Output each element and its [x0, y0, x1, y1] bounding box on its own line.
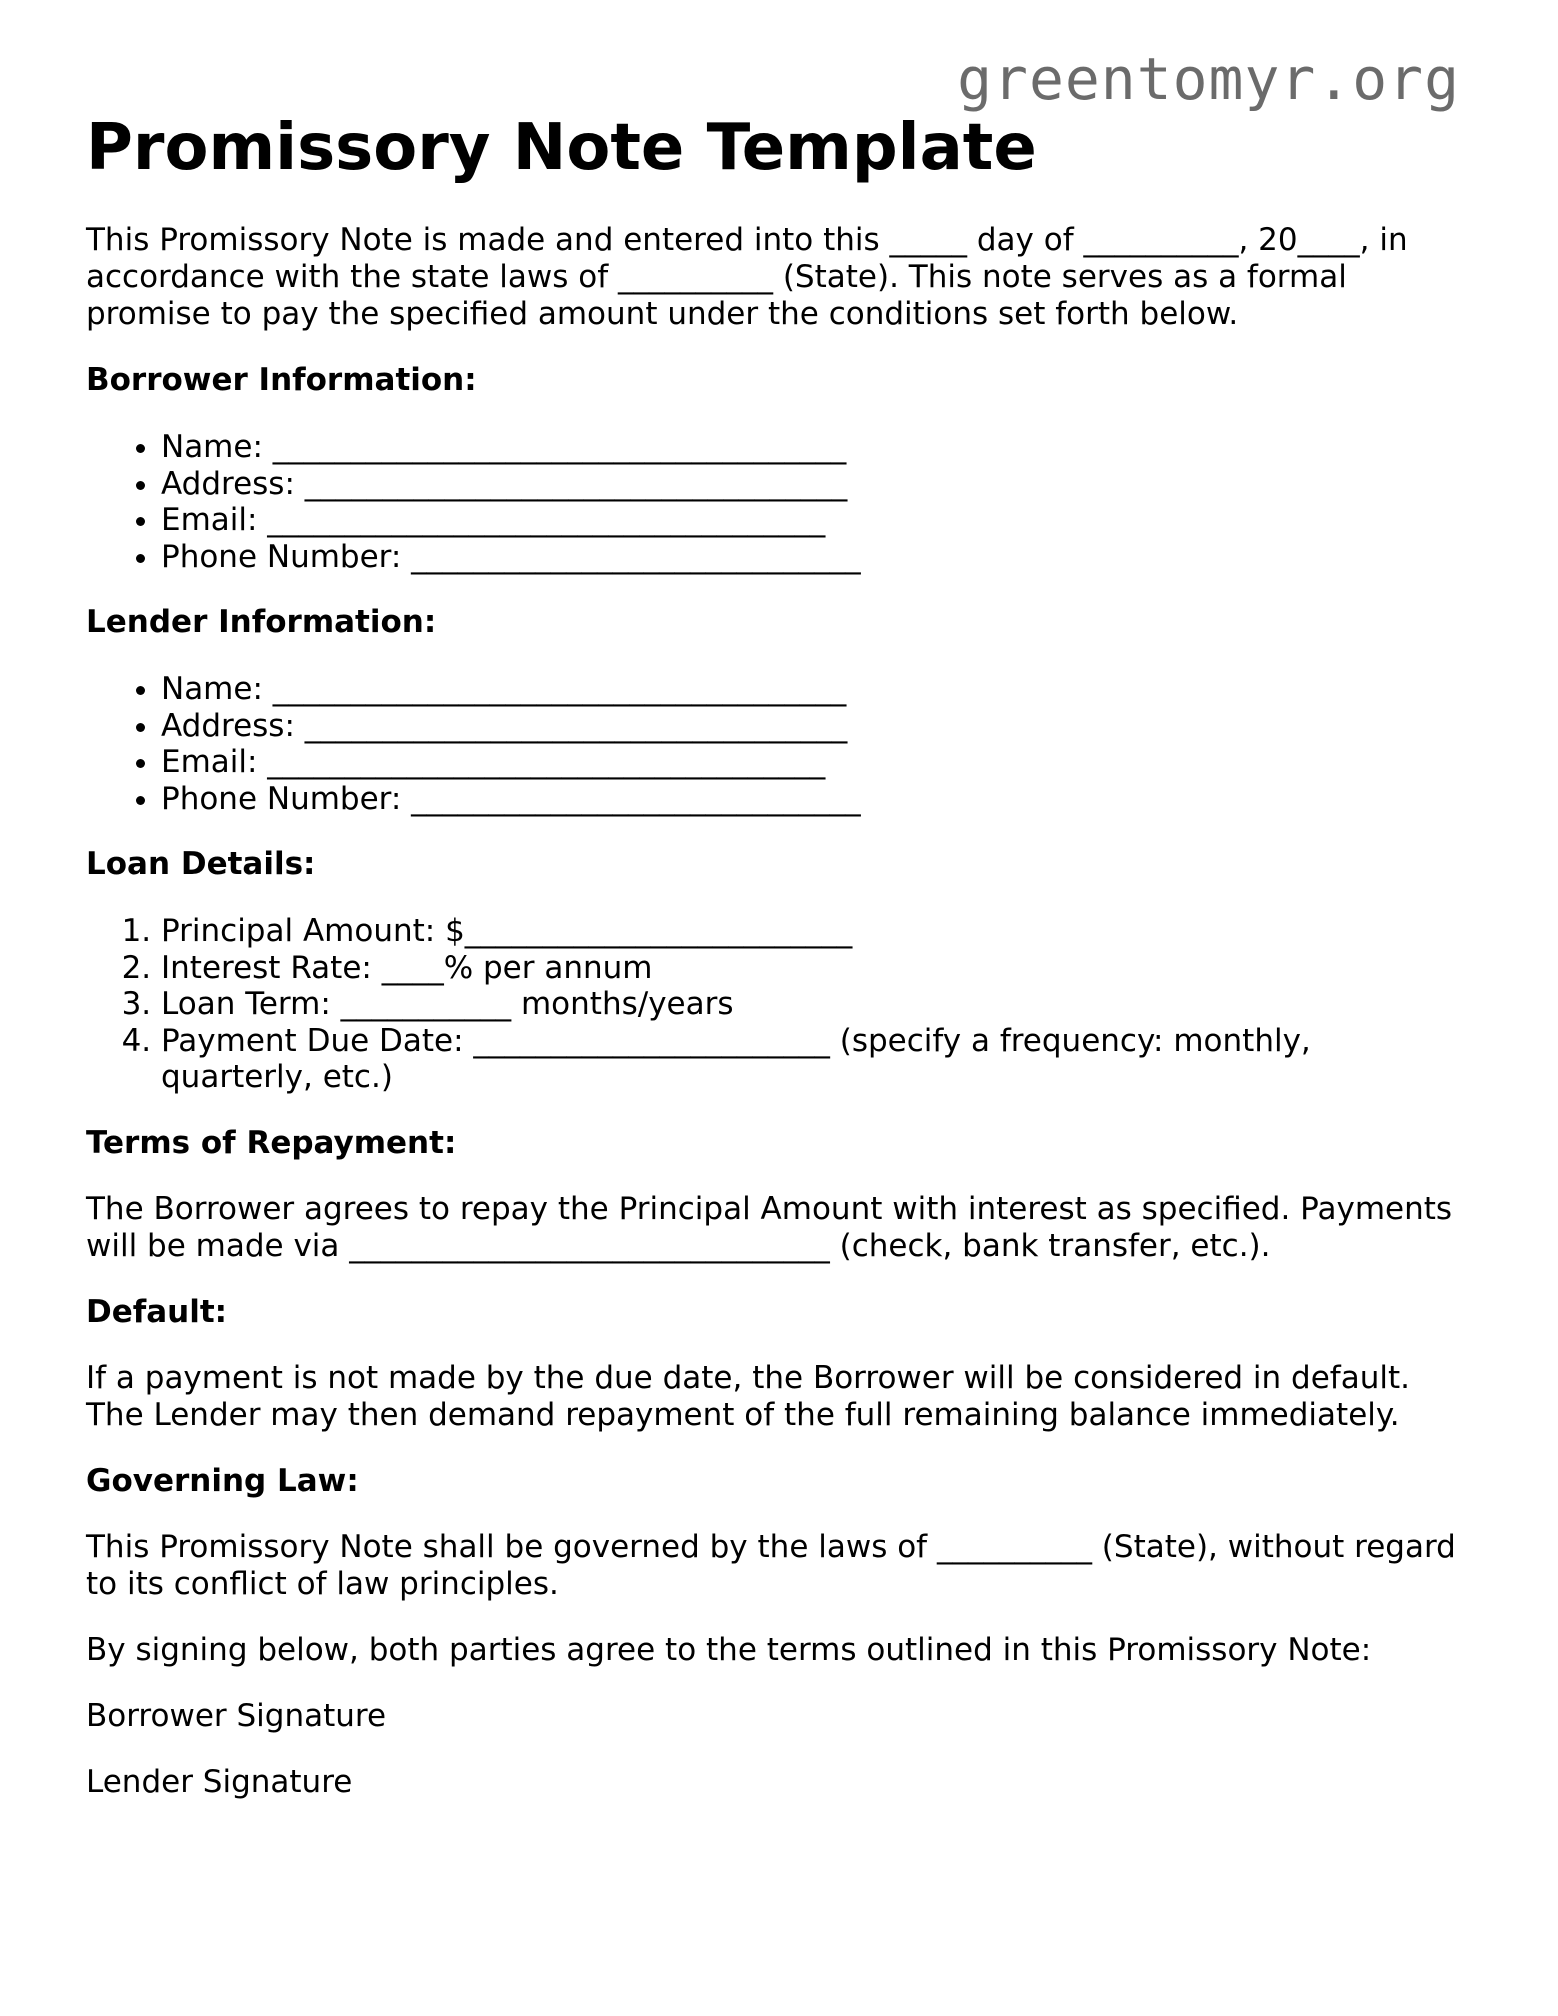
- governing-law-paragraph: This Promissory Note shall be governed by the laws of __________ (State), without regard to its conflict of law principles.: [86, 1528, 1456, 1602]
- borrower-list: [86, 429, 1472, 575]
- loan-principal-field: 1. Principal Amount: $_________________________: [161, 913, 1472, 950]
- lender-signature-line: Lender Signature: [86, 1763, 353, 1800]
- borrower-heading: Borrower Information:: [86, 362, 477, 398]
- borrower-address-field: • Address: ___________________________________: [161, 466, 1472, 503]
- borrower-phone-field: • Phone Number: _____________________________: [161, 539, 1472, 576]
- borrower-name-field: • Name: _____________________________________: [161, 429, 1472, 466]
- loan-interest-field: 2. Interest Rate: ____% per annum: [161, 950, 1472, 987]
- closing-paragraph: By signing below, both parties agree to the terms outlined in this Promissory Note:: [86, 1631, 1372, 1668]
- lender-address-field: • Address: ___________________________________: [161, 708, 1472, 745]
- page-title: Promissory Note Template: [86, 111, 1037, 185]
- loan-term-field: 3. Loan Term: ___________ months/years: [161, 986, 1472, 1023]
- loan-list: [86, 913, 1472, 1096]
- default-heading: Default:: [86, 1293, 228, 1330]
- lender-name-field: • Name: _____________________________________: [161, 671, 1472, 708]
- loan-due-date-field: 4. Payment Due Date: _______________________ (specify a frequency: monthly, quarterly, etc.): [161, 1023, 1472, 1096]
- repayment-paragraph: The Borrower agrees to repay the Principal Amount with interest as specified. Payments will be made via _______________________________ (check, bank transfer, etc.).: [86, 1190, 1453, 1264]
- lender-heading: Lender Information:: [86, 604, 437, 640]
- default-paragraph: If a payment is not made by the due date, the Borrower will be considered in default. The Lender may then demand repayment of the full remaining balance immediately.: [86, 1359, 1410, 1433]
- repayment-heading: Terms of Repayment:: [86, 1124, 457, 1161]
- lender-list: [86, 671, 1472, 817]
- intro-paragraph: This Promissory Note is made and entered into this _____ day of __________, 20____, in accordance with the state laws of __________ (State). This note serves as a formal promise to pay the specified amount under the conditions set forth below.: [86, 222, 1408, 332]
- loan-heading: Loan Details:: [86, 846, 316, 882]
- borrower-signature-line: Borrower Signature: [86, 1697, 387, 1734]
- watermark: greentomyr.org: [957, 45, 1460, 113]
- lender-email-field: • Email: ____________________________________: [161, 744, 1472, 781]
- governing-law-heading: Governing Law:: [86, 1462, 359, 1499]
- borrower-email-field: • Email: ____________________________________: [161, 502, 1472, 539]
- document-page: [86, 108, 1472, 1801]
- lender-phone-field: • Phone Number: _____________________________: [161, 781, 1472, 818]
